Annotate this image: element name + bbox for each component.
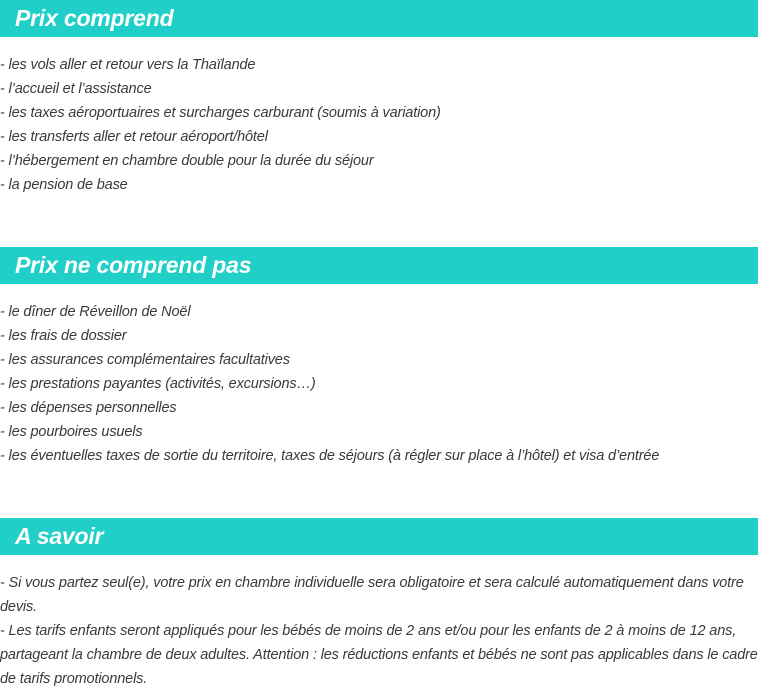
excluded-section-title: Prix ne comprend pas — [0, 247, 758, 284]
list-item: - le dîner de Réveillon de Noël — [0, 304, 191, 320]
info-section-title: A savoir — [0, 518, 758, 555]
list-item: - les pourboires usuels — [0, 424, 143, 440]
list-item: - les vols aller et retour vers la Thaïlande — [0, 57, 256, 73]
list-item: - la pension de base — [0, 177, 128, 193]
info-paragraph-child-rates: - Les tarifs enfants seront appliqués pour les bébés de moins de 2 ans et/ou pour les enfants de 2 à moins de 12 ans, partageant la chambre de deux adultes. Attention : les réductions enfants et bébés ne sont pas applicables dans le cadre de tarifs promotionnels. — [0, 623, 758, 687]
list-item: - les frais de dossier — [0, 328, 127, 344]
list-item: - l’hébergement en chambre double pour la durée du séjour — [0, 153, 374, 169]
included-list — [0, 53, 758, 197]
included-section-title: Prix comprend — [0, 0, 758, 37]
list-item: - les transferts aller et retour aéroport/hôtel — [0, 129, 268, 145]
list-item: - les éventuelles taxes de sortie du territoire, taxes de séjours (à régler sur place à l’hôtel) et visa d’entrée — [0, 448, 660, 464]
list-item: - l’accueil et l’assistance — [0, 81, 152, 97]
list-item: - les prestations payantes (activités, excursions…) — [0, 376, 316, 392]
list-item: - les assurances complémentaires facultatives — [0, 352, 290, 368]
list-item: - les taxes aéroportuaires et surcharges carburant (soumis à variation) — [0, 105, 441, 121]
info-paragraph-single-supplement: - Si vous partez seul(e), votre prix en chambre individuelle sera obligatoire et sera calculé automatiquement dans votre devis. — [0, 575, 744, 615]
excluded-list — [0, 300, 758, 468]
list-item: - les dépenses personnelles — [0, 400, 177, 416]
